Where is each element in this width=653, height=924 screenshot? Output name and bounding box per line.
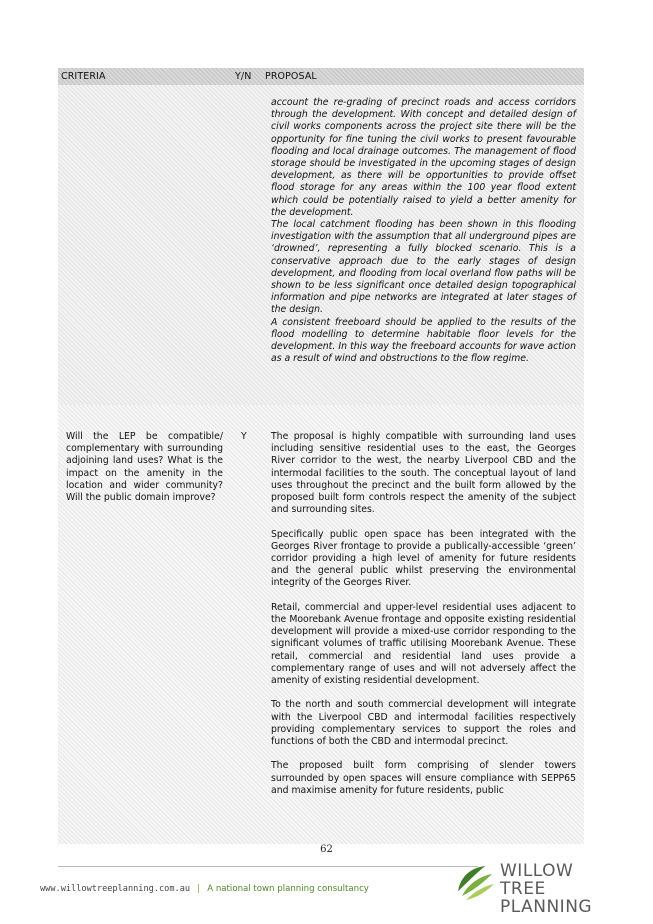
footer-separator: | — [196, 884, 202, 894]
page-number: 62 — [320, 844, 333, 855]
continued-paragraph: The local catchment flooding has been shown in this flooding investigation with the assumption that all underground pipes are ‘drowned’, representing a fully blocked scenario. This is a conservative approach due to the early stages of design development, and flooding from local overland flow paths will be shown to be less significant once detailed design topographical information and pipe networks are integrated at later stages of the design. — [271, 219, 576, 316]
header-proposal: PROPOSAL — [265, 71, 317, 82]
header-criteria: CRITERIA — [61, 71, 106, 82]
footer-divider — [58, 866, 478, 867]
continued-proposal-text — [271, 97, 576, 365]
logo-wordmark — [500, 862, 624, 916]
proposal-paragraph: The proposal is highly compatible with surrounding land uses including sensitive residential uses to the east, the Georges River corridor to the west, the nearby Liverpool CBD and the intermodal facilities to the south. The conceptual layout of land uses throughout the precinct and the built form allowed by the proposed built form controls respect the amenity of the subject and surrounding sites. — [271, 431, 576, 516]
footer-tagline: A national town planning consultancy — [207, 884, 369, 894]
logo-line-2: PLANNING — [500, 897, 593, 917]
criteria-cell: Will the LEP be compatible/ complementary with surrounding adjoining land uses? What is the impact on the amenity in the location and wider community? Will the public domain improve? — [66, 431, 223, 504]
proposal-paragraph: Retail, commercial and upper-level residential uses adjacent to the Moorebank Avenue frontage and opposite existing residential development will provide a mixed-use corridor responding to the significant volumes of traffic utilising Moorebank Avenue. These retail, commercial and residential land uses provide a complementary range of uses and will not adversely affect the amenity of existing residential development. — [271, 601, 576, 687]
yn-cell: Y — [241, 431, 247, 442]
continued-paragraph: A consistent freeboard should be applied to the results of the flood modelling to determine habitable floor levels for the development. In this way the freeboard accounts for wave action as a result of wind and obstructions to the flow regime. — [271, 316, 576, 365]
table-header — [58, 68, 584, 85]
header-yn: Y/N — [235, 71, 252, 82]
proposal-paragraph: To the north and south commercial development will integrate with the Liverpool CBD and intermodal facilities respectively providing complementary services to support the roles and functions of both the CBD and intermodal precinct. — [271, 699, 576, 748]
logo-line-1: WILLOW TREE — [500, 861, 574, 899]
proposal-paragraph: Specifically public open space has been integrated with the Georges River frontage to provide a publically-accessible ‘green’ corridor providing a high level of amenity for future residents and the general public whilst preserving the environmental integrity of the Georges River. — [271, 528, 576, 589]
willow-tree-logo — [454, 861, 624, 917]
proposal-paragraph: The proposed built form comprising of slender towers surrounded by open spaces will ensure compliance with SEPP65 and maximise amenity for future residents, public — [271, 760, 576, 796]
continued-paragraph: account the re-grading of precinct roads and access corridors through the development. With concept and detailed design of civil works components across the project site there will be the opportunity for fine tuning the civil works to present favourable flooding and local drainage outcomes. The management of flood storage should be investigated in the upcoming stages of design development, as there will be opportunities to provide offset flood storage for any areas within the 100 year flood extent which could be potentially raised to yield a better amenity for the development. — [271, 97, 576, 218]
footer-website-link[interactable]: www.willowtreeplanning.com.au — [40, 884, 191, 894]
proposal-cell — [271, 431, 576, 809]
footer-text — [40, 884, 369, 894]
leaf-logo-icon — [454, 862, 496, 904]
